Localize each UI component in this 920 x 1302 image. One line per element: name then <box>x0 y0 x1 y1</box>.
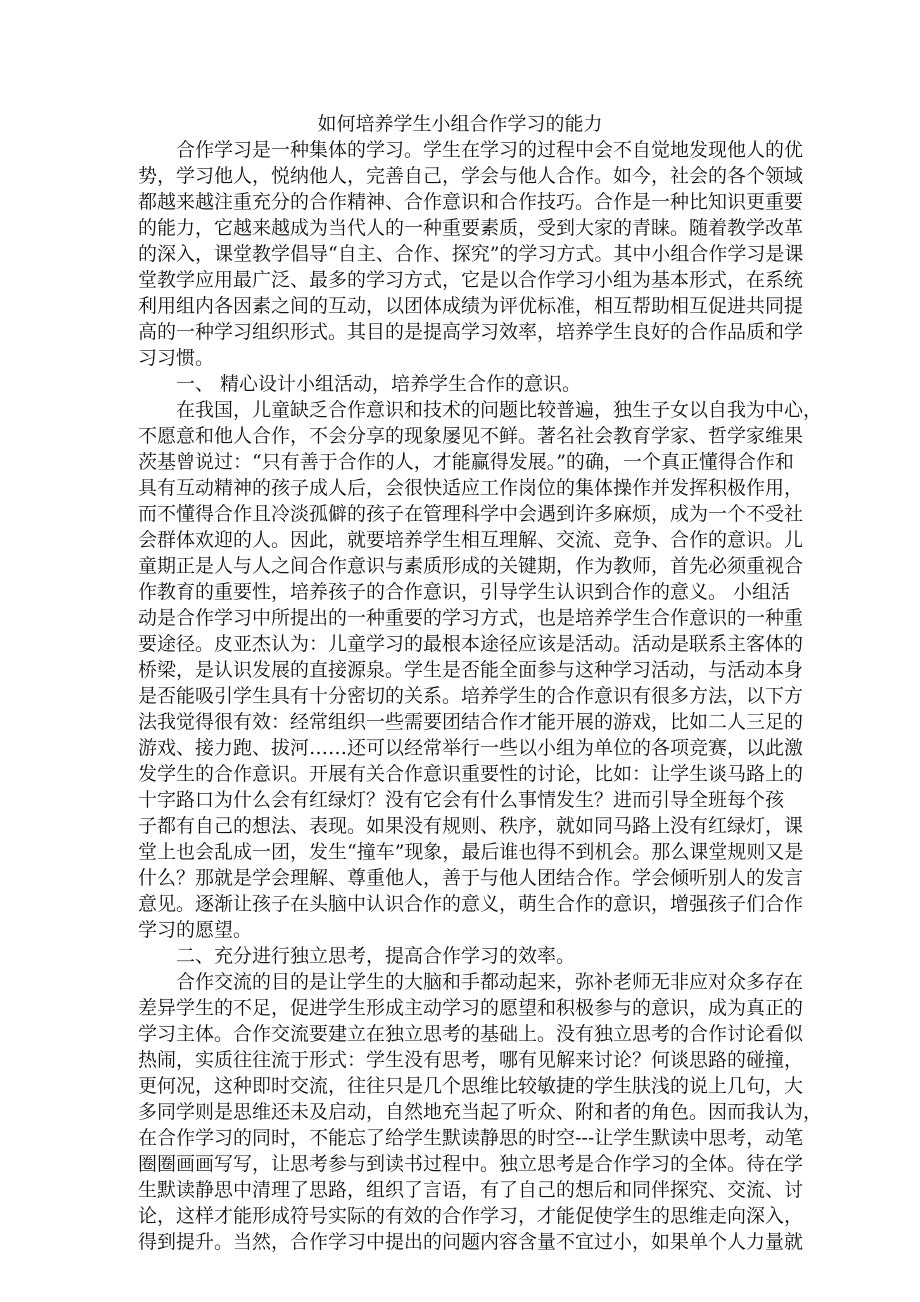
text-line: 差异学生的不足，促进学生形成主动学习的愿望和积极参与的意识，成为真正的 <box>138 997 804 1019</box>
text-line: 生默读静思中清理了思路，组织了言语，有了自己的想后和同伴探究、交流、讨 <box>138 1179 804 1201</box>
text-line: 发学生的合作意识。开展有关合作意识重要性的讨论，比如：让学生谈马路上的 <box>138 763 804 785</box>
text-line: 合作交流的目的是让学生的大脑和手都动起来，弥补老师无非应对众多存在 <box>176 971 804 993</box>
section-heading: 二、充分进行独立思考，提高合作学习的效率。 <box>176 945 576 967</box>
text-line: 会群体欢迎的人。因此，就要培养学生相互理解、交流、竞争、合作的意识。儿 <box>138 529 804 551</box>
text-line: 在合作学习的同时，不能忘了给学生默读静思的时空---让学生默读中思考，动笔 <box>138 1127 804 1149</box>
text-line: 热闹，实质往往流于形式：学生没有思考，哪有见解来讨论？何谈思路的碰撞， <box>138 1049 804 1071</box>
text-line: 十字路口为什么会有红绿灯？没有它会有什么事情发生？进而引导全班每个孩 <box>138 789 785 811</box>
text-line: 利用组内各因素之间的互动，以团体成绩为评优标准，相互帮助相互促进共同提 <box>138 295 804 317</box>
text-line: 在我国，儿童缺乏合作意识和技术的问题比较普遍，独生子女以自我为中心， <box>176 399 823 421</box>
text-line: 圈圈画画写写，让思考参与到读书过程中。独立思考是合作学习的全体。待在学 <box>138 1153 804 1175</box>
section-heading: 一、 精心设计小组活动，培养学生合作的意识。 <box>176 373 582 395</box>
text-line: 茨基曾说过：“只有善于合作的人，才能赢得发展。”的确，一个真正懂得合作和 <box>138 451 794 473</box>
text-line: 学习主体。合作交流要建立在独立思考的基础上。没有独立思考的合作讨论看似 <box>138 1023 804 1045</box>
text-line: 的深入，课堂教学倡导“自主、合作、探究”的学习方式。其中小组合作学习是课 <box>138 243 804 265</box>
text-line: 习习惯。 <box>138 347 215 369</box>
text-line: 更何况，这种即时交流，往往只是几个思维比较敏捷的学生肤浅的说上几句，大 <box>138 1075 804 1097</box>
text-line: 游戏、接力跑、拔河……还可以经常举行一些以小组为单位的各项竞赛，以此激 <box>138 737 804 759</box>
text-line: 作教育的重要性，培养孩子的合作意识，引导学生认识到合作的意义。 小组活 <box>138 581 791 603</box>
text-line: 具有互动精神的孩子成人后，会很快适应工作岗位的集体操作并发挥积极作用， <box>138 477 804 499</box>
text-line: 意见。逐渐让孩子在头脑中认识合作的意义，萌生合作的意识，增强孩子们合作 <box>138 893 804 915</box>
text-line: 而不懂得合作且冷淡孤僻的孩子在管理科学中会遇到许多麻烦，成为一个不受社 <box>138 503 804 525</box>
text-line: 桥梁，是认识发展的直接源泉。学生是否能全面参与这种学习活动，与活动本身 <box>138 659 804 681</box>
text-line: 子都有自己的想法、表现。如果没有规则、秩序，就如同马路上没有红绿灯，课 <box>138 815 804 837</box>
text-line: 合作学习是一种集体的学习。学生在学习的过程中会不自觉地发现他人的优 <box>176 139 804 161</box>
text-line: 法我觉得很有效：经常组织一些需要团结合作才能开展的游戏，比如二人三足的 <box>138 711 804 733</box>
text-line: 童期正是人与人之间合作意识与素质形成的关键期，作为教师，首先必须重视合 <box>138 555 804 577</box>
text-line: 都越来越注重充分的合作精神、合作意识和合作技巧。合作是一种比知识更重要 <box>138 191 804 213</box>
text-line: 论，这样才能形成符号实际的有效的合作学习，才能促使学生的思维走向深入， <box>138 1205 804 1227</box>
text-line: 什么？那就是学会理解、尊重他人，善于与他人团结合作。学会倾听别人的发言 <box>138 867 804 889</box>
text-line: 势，学习他人，悦纳他人，完善自己，学会与他人合作。如今，社会的各个领域 <box>138 165 804 187</box>
text-line: 学习的愿望。 <box>138 919 253 941</box>
text-line: 是否能吸引学生具有十分密切的关系。培养学生的合作意识有很多方法，以下方 <box>138 685 804 707</box>
text-line: 堂教学应用最广泛、最多的学习方式，它是以合作学习小组为基本形式，在系统 <box>138 269 804 291</box>
text-line: 要途径。皮亚杰认为：儿童学习的最根本途径应该是活动。活动是联系主客体的 <box>138 633 804 655</box>
text-line: 得到提升。当然，合作学习中提出的问题内容含量不宜过小，如果单个人力量就 <box>138 1231 804 1253</box>
text-line: 动是合作学习中所提出的一种重要的学习方式，也是培养学生合作意识的一种重 <box>138 607 804 629</box>
text-line: 高的一种学习组织形式。其目的是提高学习效率，培养学生良好的合作品质和学 <box>138 321 804 343</box>
text-line: 多同学则是思维还未及启动，自然地充当起了听众、附和者的角色。因而我认为， <box>138 1101 823 1123</box>
text-line: 的能力，它越来越成为当代人的一种重要素质，受到大家的青睐。随着教学改革 <box>138 217 804 239</box>
document-title: 如何培养学生小组合作学习的能力 <box>317 113 603 135</box>
text-line: 不愿意和他人合作，不会分享的现象屡见不鲜。著名社会教育学家、哲学家维果 <box>138 425 804 447</box>
text-line: 堂上也会乱成一团，发生“撞车”现象，最后谁也得不到机会。那么课堂规则又是 <box>138 841 804 863</box>
